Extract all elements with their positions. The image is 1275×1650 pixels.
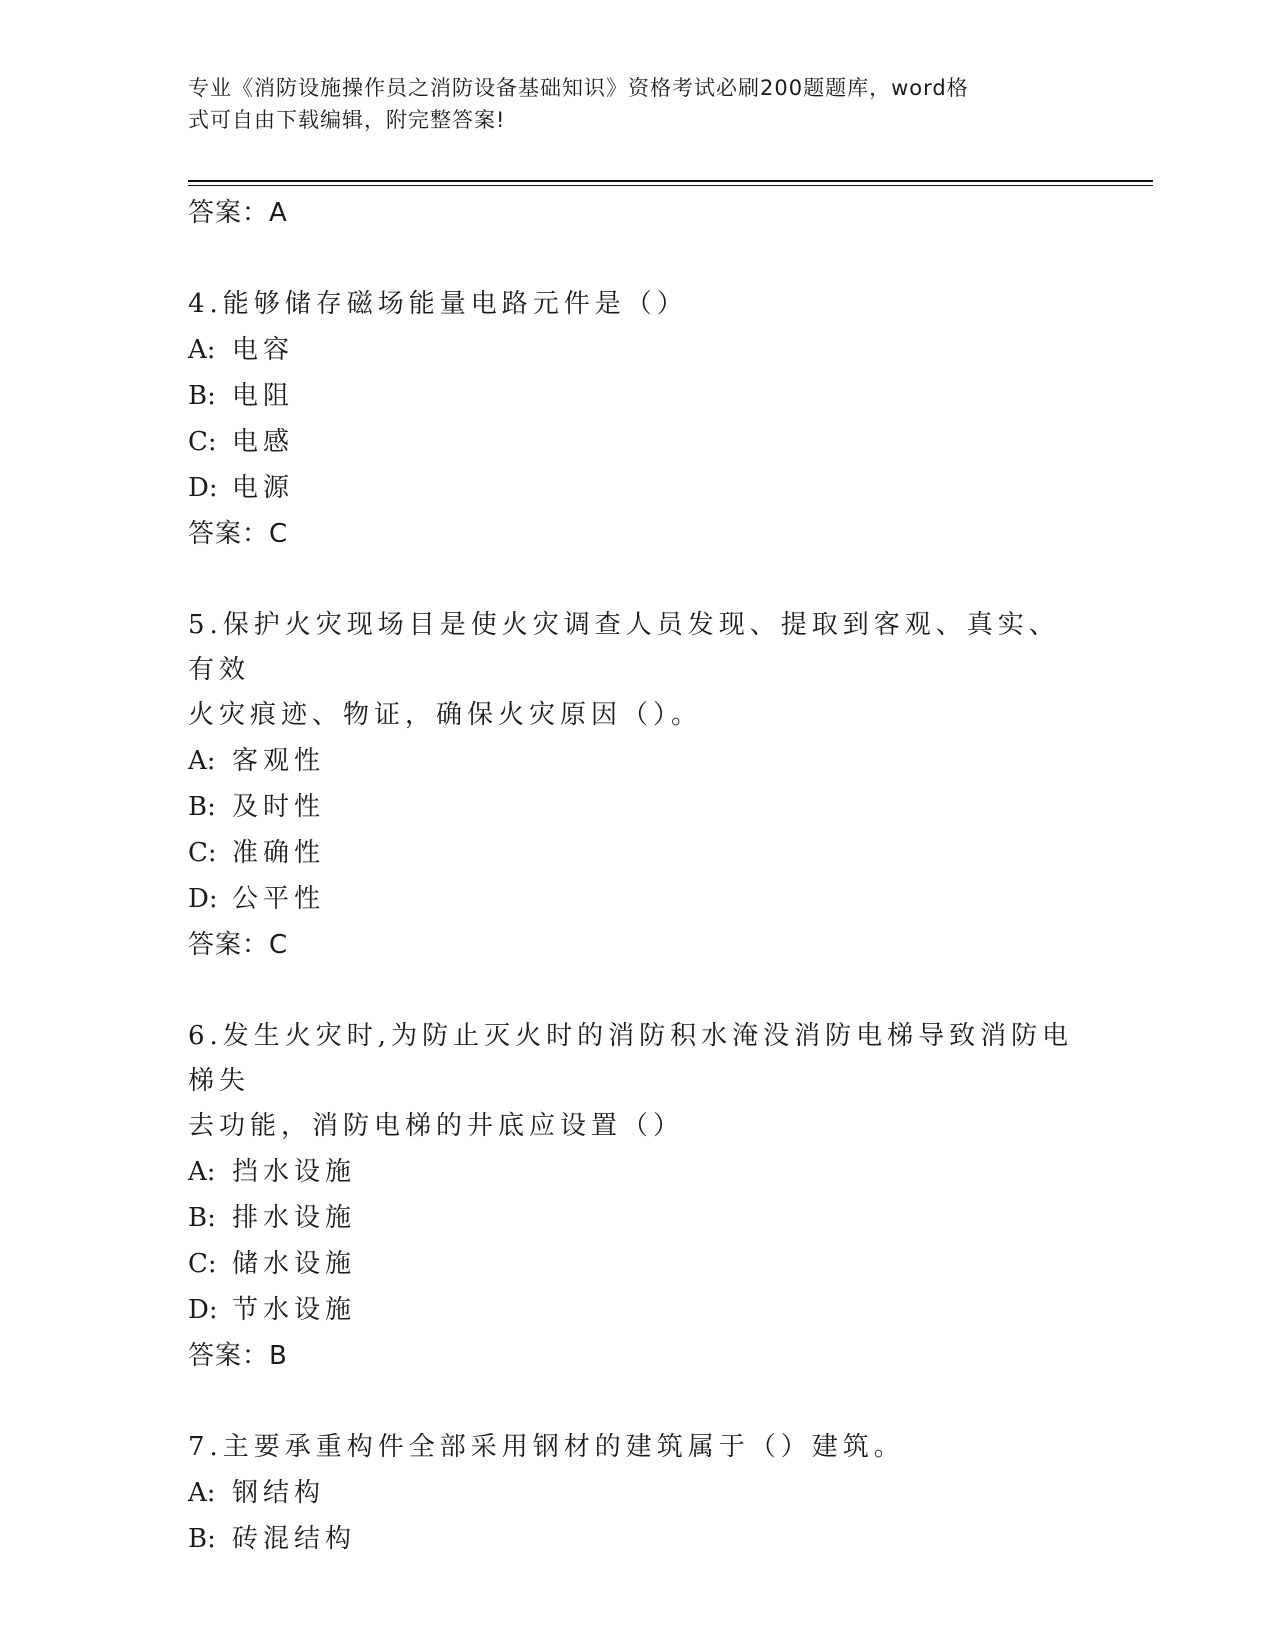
question-text-line-1: 6.发生火灾时,为防止灭火时的消防积水淹没消防电梯导致消防电梯失 [188, 1021, 1074, 1096]
option-key: D: [188, 1295, 218, 1325]
header-divider-thin [188, 185, 1153, 186]
option-c [188, 419, 1088, 465]
header-line-2: 式可自由下载编辑，附完整答案! [188, 108, 506, 132]
answer-line [188, 922, 1088, 968]
option-b [188, 373, 1088, 419]
answer-label: 答案： [188, 198, 270, 228]
option-text: 电容 [232, 335, 295, 365]
answer-line [188, 1333, 1088, 1379]
option-b [188, 1195, 1088, 1241]
document-header [188, 72, 1088, 136]
option-text: 储水设施 [232, 1249, 357, 1279]
option-text: 公平性 [232, 884, 326, 914]
option-key: A: [188, 746, 216, 776]
option-key: D: [188, 473, 218, 503]
answer-label: 答案： [188, 1341, 270, 1371]
option-c [188, 830, 1088, 876]
answer-value: C [269, 930, 289, 960]
option-c [188, 1241, 1088, 1287]
option-key: B: [188, 1524, 216, 1554]
header-divider-thick [188, 180, 1153, 182]
question-block [188, 603, 1088, 968]
option-key: C: [188, 427, 217, 457]
option-key: A: [188, 1478, 216, 1508]
option-text: 节水设施 [232, 1295, 357, 1325]
option-text: 电源 [232, 473, 295, 503]
answer-value: A [269, 198, 288, 228]
option-key: D: [188, 884, 218, 914]
spacer [188, 236, 1088, 282]
header-line-1: 专业《消防设施操作员之消防设备基础知识》资格考试必刷200题题库，word格 [188, 76, 969, 100]
option-b [188, 1516, 1088, 1562]
answer-line [188, 190, 1088, 236]
spacer [188, 1379, 1088, 1425]
option-text: 排水设施 [232, 1203, 357, 1233]
option-text: 准确性 [232, 838, 326, 868]
question-text: 4.能够储存磁场能量电路元件是（） [188, 289, 688, 319]
option-key: B: [188, 1203, 216, 1233]
question-text-line-1: 5.保护火灾现场目是使火灾调查人员发现、提取到客观、真实、有效 [188, 610, 1060, 685]
answer-label: 答案： [188, 519, 270, 549]
option-a [188, 1470, 1088, 1516]
option-text: 挡水设施 [232, 1157, 357, 1187]
question-block [188, 1425, 1088, 1562]
option-text: 电感 [232, 427, 295, 457]
option-text: 砖混结构 [232, 1524, 357, 1554]
question-text-line-2: 火灾痕迹、物证，确保火灾原因（）。 [188, 700, 703, 730]
option-a [188, 738, 1088, 784]
option-text: 电阻 [232, 381, 295, 411]
answer-line [188, 511, 1088, 557]
option-a [188, 1149, 1088, 1195]
option-d [188, 1287, 1088, 1333]
option-text: 钢结构 [232, 1478, 326, 1508]
option-key: C: [188, 838, 217, 868]
answer-value: C [269, 519, 289, 549]
option-text: 客观性 [232, 746, 326, 776]
option-b [188, 784, 1088, 830]
option-a [188, 327, 1088, 373]
option-d [188, 465, 1088, 511]
question-block [188, 1014, 1088, 1379]
option-key: B: [188, 381, 216, 411]
question-text: 7.主要承重构件全部采用钢材的建筑属于（）建筑。 [188, 1432, 905, 1462]
answer-value: B [269, 1341, 288, 1371]
question-list [188, 190, 1088, 1562]
question-block [188, 282, 1088, 557]
question-text-line-2: 去功能，消防电梯的井底应设置（） [188, 1111, 685, 1141]
option-key: B: [188, 792, 216, 822]
option-key: A: [188, 1157, 216, 1187]
option-text: 及时性 [232, 792, 326, 822]
spacer [188, 557, 1088, 603]
spacer [188, 968, 1088, 1014]
option-key: A: [188, 335, 216, 365]
option-d [188, 876, 1088, 922]
option-key: C: [188, 1249, 217, 1279]
answer-label: 答案： [188, 930, 270, 960]
